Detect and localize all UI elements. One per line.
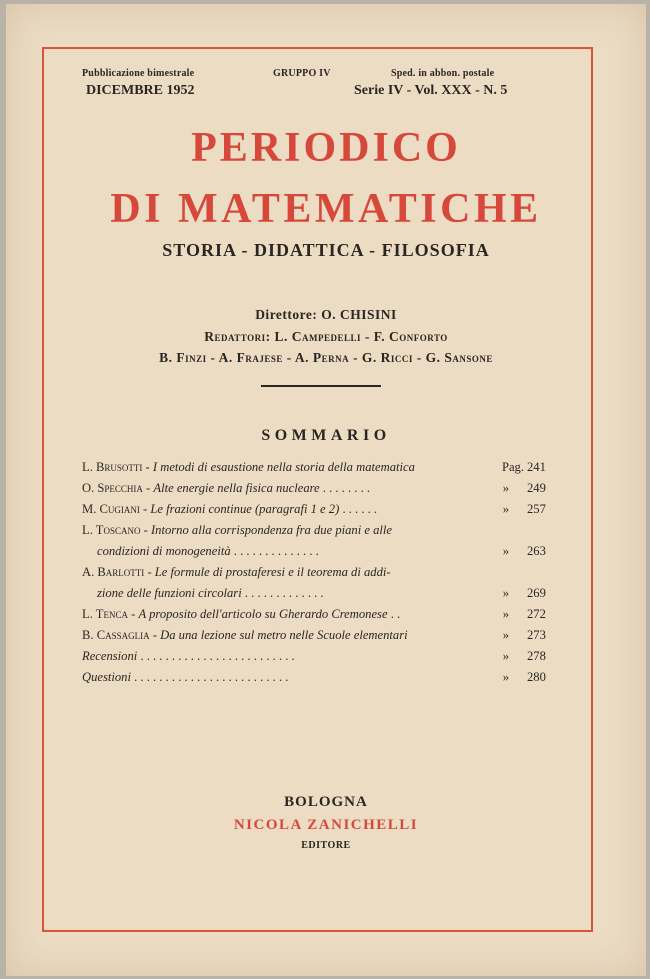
publication-frequency: Pubblicazione bimestrale xyxy=(82,68,195,79)
toc-ditto-mark: » xyxy=(502,586,509,600)
toc-entry xyxy=(82,457,557,478)
toc-entry xyxy=(82,562,557,583)
toc-entry xyxy=(82,604,557,625)
toc-page-number: 278 xyxy=(527,649,546,663)
journal-title-line2: DI MATEMATICHE xyxy=(110,186,542,232)
toc-page-number: 257 xyxy=(527,502,546,516)
director-line: Direttore: O. CHISINI xyxy=(255,307,397,322)
contents-heading: SOMMARIO xyxy=(261,427,391,444)
toc-author: M. Cugiani xyxy=(82,502,140,516)
toc-entry xyxy=(82,478,557,499)
toc-entry xyxy=(82,520,557,541)
toc-entry xyxy=(82,646,557,667)
toc-ditto-mark: » xyxy=(502,649,509,663)
toc-title: Da una lezione sul metro nelle Scuole elementari xyxy=(160,628,408,642)
toc-leader-dots: . . xyxy=(387,607,401,621)
toc-page-number: 272 xyxy=(527,607,546,621)
toc-leader-dots: . . . . . . . . . . . . . . xyxy=(230,544,319,558)
toc-separator: - xyxy=(144,565,155,579)
group-label: GRUPPO IV xyxy=(273,68,331,79)
toc-ditto-mark: » xyxy=(502,544,509,558)
editors-line-2: B. Finzi - A. Frajese - A. Perna - G. Ricci - G. Sansone xyxy=(159,350,493,365)
toc-entry xyxy=(82,541,557,562)
toc-page-label: Pag. xyxy=(501,460,524,474)
toc-separator: - xyxy=(127,607,139,621)
toc-leader-dots: . . . . . . . . . . . . . . . . . . . . . . . . . xyxy=(130,670,289,684)
toc-entry xyxy=(82,667,557,688)
divider-rule xyxy=(261,385,381,387)
toc-author: A. Barlotti xyxy=(82,565,145,579)
toc-leader-dots: . . . . . . . . . . . . . xyxy=(241,586,324,600)
toc-ditto-mark: » xyxy=(502,628,509,642)
toc-entry xyxy=(82,499,557,520)
toc-separator: - xyxy=(149,628,161,642)
table-of-contents xyxy=(82,457,557,688)
editors-line-1: Redattori: L. Campedelli - F. Conforto xyxy=(204,329,448,344)
toc-title: I metodi di esaustione nella storia della matematica xyxy=(152,460,415,474)
toc-page-number: 273 xyxy=(527,628,546,642)
toc-author: L. Tenca xyxy=(82,607,128,621)
series-volume: Serie IV - Vol. XXX - N. 5 xyxy=(354,83,508,98)
toc-page-number: 263 xyxy=(527,544,546,558)
toc-ditto-mark: » xyxy=(502,502,509,516)
toc-title: Intorno alla corrispondenza fra due piani e alle xyxy=(150,523,392,537)
toc-page-number: 249 xyxy=(527,481,546,495)
publisher-role: EDITORE xyxy=(301,840,351,851)
toc-title: Recensioni xyxy=(82,649,138,663)
toc-title: condizioni di monogeneità xyxy=(97,544,231,558)
toc-title: Alte energie nella fisica nucleare xyxy=(153,481,320,495)
toc-entry xyxy=(82,625,557,646)
toc-separator: - xyxy=(140,523,151,537)
toc-ditto-mark: » xyxy=(502,670,509,684)
journal-subtitle: STORIA - DIDATTICA - FILOSOFIA xyxy=(162,240,490,260)
toc-leader-dots: . . . . . . xyxy=(339,502,378,516)
toc-separator: - xyxy=(139,502,151,516)
toc-ditto-mark: » xyxy=(502,481,509,495)
toc-title: Le formule di prostaferesi e il teorema di addi- xyxy=(154,565,391,579)
shipping-label: Sped. in abbon. postale xyxy=(391,68,495,79)
toc-title: Questioni xyxy=(82,670,131,684)
toc-separator: - xyxy=(142,460,153,474)
toc-entry xyxy=(82,583,557,604)
issue-date: DICEMBRE 1952 xyxy=(86,83,195,98)
toc-title: A proposito dell'articolo su Gherardo Cremonese xyxy=(138,607,388,621)
toc-ditto-mark: » xyxy=(502,607,509,621)
toc-title: zione delle funzioni circolari xyxy=(97,586,242,600)
toc-author: O. Specchia xyxy=(82,481,143,495)
toc-author: L. Brusotti xyxy=(82,460,143,474)
toc-leader-dots: . . . . . . . . . . . . . . . . . . . . . . . . . xyxy=(137,649,295,663)
toc-author: B. Cassaglia xyxy=(82,628,150,642)
toc-page-number: 269 xyxy=(527,586,546,600)
toc-leader-dots: . . . . . . . . xyxy=(319,481,371,495)
journal-cover xyxy=(6,4,646,976)
journal-title-line1: PERIODICO xyxy=(191,125,461,171)
toc-title: Le frazioni continue (paragrafi 1 e 2) xyxy=(150,502,340,516)
toc-page-number: 280 xyxy=(527,670,546,684)
toc-separator: - xyxy=(142,481,154,495)
toc-page-number: 241 xyxy=(527,460,546,474)
publisher-city: BOLOGNA xyxy=(284,794,368,810)
toc-author: L. Toscano xyxy=(82,523,141,537)
publisher-name: NICOLA ZANICHELLI xyxy=(233,817,419,833)
